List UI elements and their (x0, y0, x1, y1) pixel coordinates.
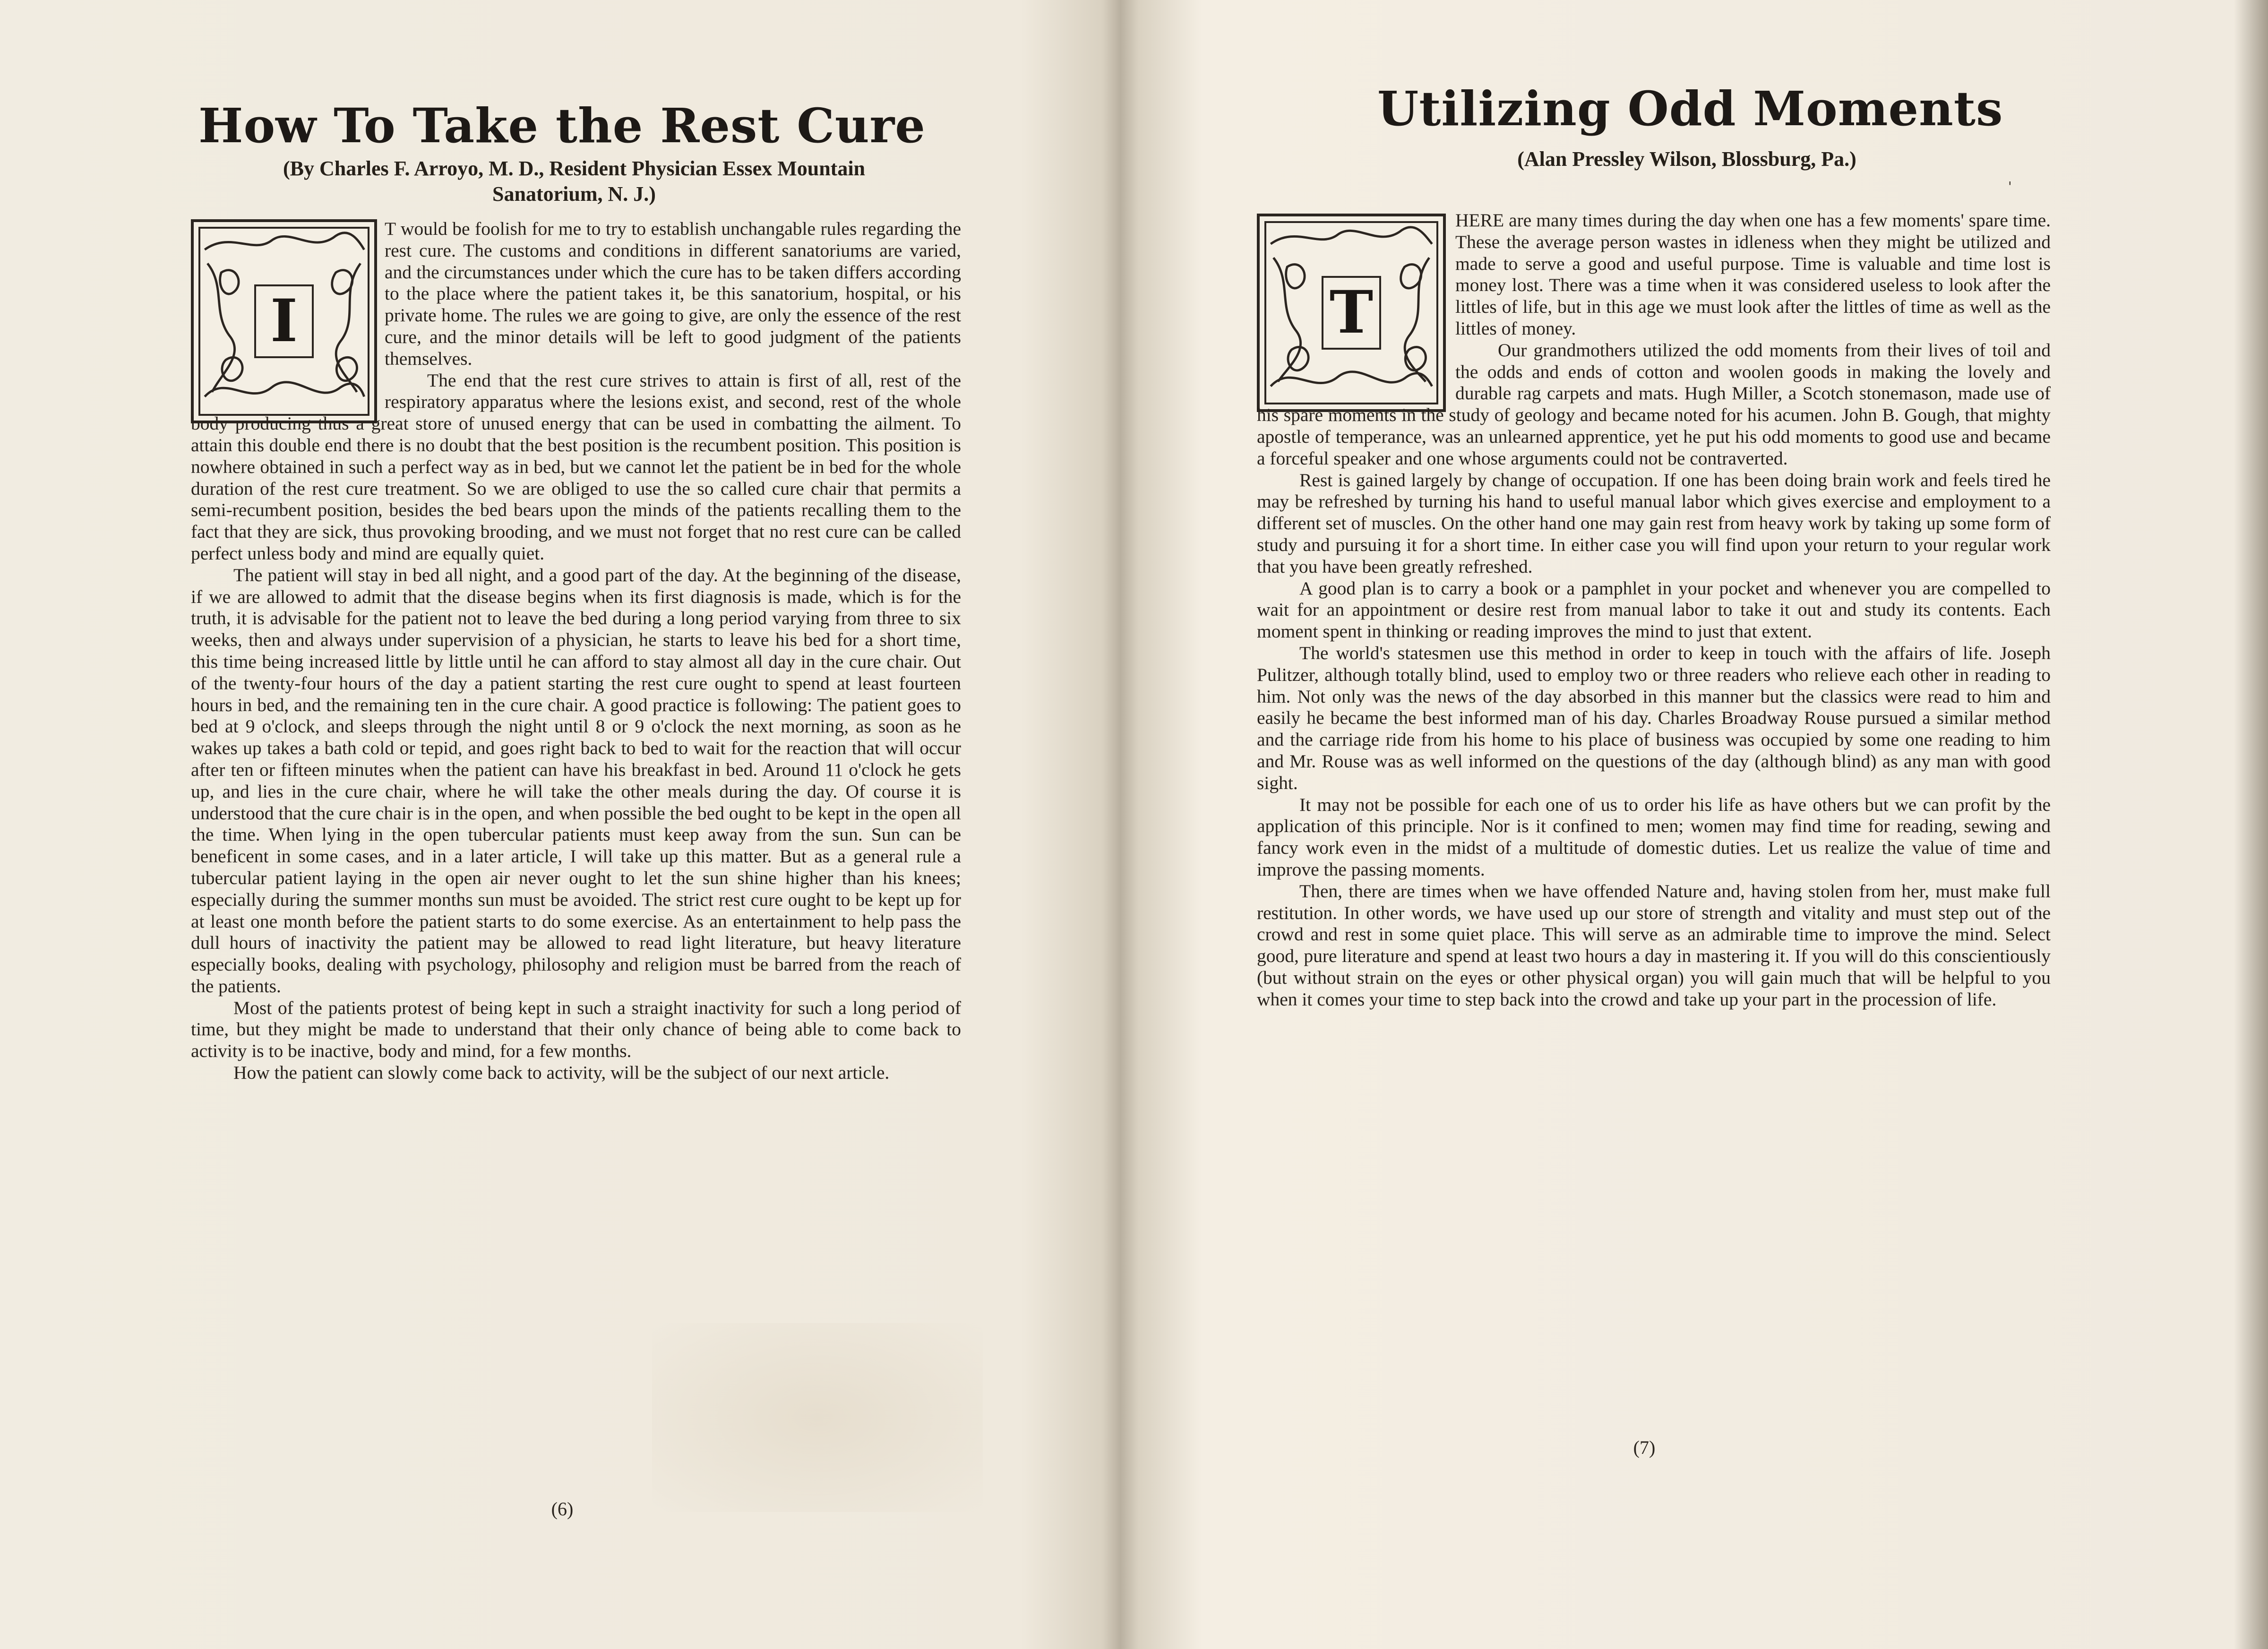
paragraph: HERE are many times during the day when one has a few moments' spare time. These the average person wastes in idleness when they might be utilized and made to serve a good and useful purpose. Time is valuable and time lost is money lost. There was a time when it was considered useless to look after the littles of life, but in this age we must look after the littles of time as well as the littles of money. (1455, 210, 2051, 339)
paragraph: T would be foolish for me to try to establish unchangable rules regarding the rest cure. The customs and conditions in different sanatoriums are varied, and the circumstances under which the cure has to be taken differs according to the place where the patient takes it, be this sanatorium, hospital, or his private home. The rules we are going to give, are only the essence of the rest cure, and the minor details will be left to good judgment of the patients themselves. (385, 218, 961, 369)
article-body (1257, 210, 2051, 1010)
paragraph: Rest is gained largely by change of occupation. If one has been doing brain work and feels tired he may be refreshed by turning his hand to useful manual labor which gives exercise and employment to a different set of muscles. On the other hand one may gain rest from heavy work by taking up some form of study and pursuing it for a short time. In either case you will find upon your return to your regular work that you have been greatly refreshed. (1257, 469, 2051, 577)
paragraph: Then, there are times when we have offended Nature and, having stolen from her, must make full restitution. In other words, we have used up our store of strength and vitality and must step out of the crowd and rest in some quiet place. This will serve as an admirable time to improve the mind. Select good, pure literature and spend at least two hours a day in mastering it. If you will do this conscientiously (but without strain on the eyes or other physical organ) you will gain much that will be helpful to you when it comes your time to step back into the crowd and take up your part in the procession of life. (1257, 880, 2051, 1010)
paragraph: A good plan is to carry a book or a pamphlet in your pocket and whenever you are compelled to wait for an appointment or desire rest from manual labor to take it out and study its contents. Each moment spent in thinking or reading improves the mind to just that extent. (1257, 577, 2051, 642)
page-number: (6) (551, 1498, 574, 1520)
paper-stain (652, 1323, 983, 1512)
article-body (191, 218, 961, 1084)
paragraph: Our grandmothers utilized the odd moments from their lives of toil and the odds and ends of cotton and woolen goods in making the lovely and durable rag carpets and mats. Hugh Miller, a Scotch stonemason, made use of his spare moments in the study of geology and became noted for his acumen. John B. Gough, that mighty apostle of temperance, was an unlearned apprentice, yet he put his odd moments to good use and became a forceful speaker and one whose arguments could not be contraverted. (1257, 339, 2051, 469)
article-byline: (Alan Pressley Wilson, Blossburg, Pa.) (1517, 147, 1856, 171)
article-title: How To Take the Rest Cure (198, 98, 926, 154)
paragraph: The end that the rest cure strives to attain is first of all, rest of the respiratory apparatus where the lesions exist, and second, rest of the whole body producing thus a great store of unused energy that can be used in combatting the ailment. To attain this double end there is no doubt that the best position is the recumbent position. This position is nowhere obtained in such a perfect way as in bed, but we cannot let the patient be in bed for the whole duration of the rest cure treatment. So we are obliged to use the so called cure chair that permits a semi-recumbent position, besides the bed bears upon the minds of the patients recalling them to the fact that they are sick, thus provoking brooding, and we must not forget that no rest cure can be called perfect unless body and mind are equally quiet. (191, 369, 961, 564)
left-page (0, 0, 1120, 1649)
paragraph: The world's statesmen use this method in order to keep in touch with the affairs of life. Joseph Pulitzer, although totally blind, used to employ two or three readers who relieve each other in reading to him. Not only was the news of the day absorbed in this manner but the classics were read to him and easily he became the best informed man of his day. Charles Broadway Rouse pursued a similar method and the carriage ride from his home to his place of business was occupied by some one reading to him and Mr. Rouse was as well informed on the questions of the day (although blind) as any man with good sight. (1257, 642, 2051, 793)
article-title: Utilizing Odd Moments (1377, 81, 2003, 137)
article-byline: (By Charles F. Arroyo, M. D., Resident Physician Essex Mountain Sanatorium, N. J.) (283, 157, 866, 206)
page-number: (7) (1633, 1437, 1656, 1458)
paragraph: The patient will stay in bed all night, and a good part of the day. At the beginning of the disease, if we are allowed to admit that the disease begins when its first diagnosis is made, which is for the truth, it is advisable for the patient not to leave the bed during a long period varying from three to six weeks, then and always under supervision of a physician, he starts to leave his bed for a short time, this time being increased little by little until he can afford to stay almost all day in the cure chair. Out of the twenty-four hours of the day a patient starting the rest cure ought to spend at least fourteen hours in bed, and the remaining ten in the cure chair. A good practice is following: The patient goes to bed at 9 o'clock, and sleeps through the night until 8 or 9 o'clock the next morning, as soon as he wakes up takes a bath cold or tepid, and goes right back to bed to wait for the reaction that will occur after ten or fifteen minutes when the patient can have his breakfast in bed. Around 11 o'clock he gets up, and lies in the cure chair, where he will take the other meals during the day. Of course it is understood that the cure chair is in the open, and when possible the bed ought to be kept in the open all the time. When lying in the open tubercular patients must keep away from the sun. Sun can be beneficent in some cases, and in a later article, I will take up this matter. But as a general rule a tubercular patient laying in the open air never ought to let the sun shine higher than his knees; especially during the summer months sun must be avoided. The strict rest cure ought to be kept up for at least one month before the patient starts to do some exercise. As an entertainment to help pass the dull hours of inactivity the patient may be allowed to read light literature, but heavy literature especially books, dealing with psychology, philosophy and religion must be barred from the reach of the patients. (191, 564, 961, 996)
initial-letter: T (1322, 276, 1381, 350)
paragraph: It may not be possible for each one of us to order his life as have others but we can profit by the application of this principle. Nor is it confined to men; women may find time for reading, sewing and fancy work even in the midst of a multitude of domestic duties. Let us realize the value of time and improve the passing moments. (1257, 794, 2051, 880)
paragraph: How the patient can slowly come back to activity, will be the subject of our next article. (233, 1062, 890, 1083)
paragraph: Most of the patients protest of being kept in such a straight inactivity for such a long period of time, but they might be made to understand that their only chance of being able to come back to activity is to be inactive, body and mind, for a few months. (191, 997, 961, 1062)
right-page (1120, 0, 2268, 1649)
ink-mark: ' (2008, 179, 2012, 194)
initial-letter: I (254, 284, 314, 358)
